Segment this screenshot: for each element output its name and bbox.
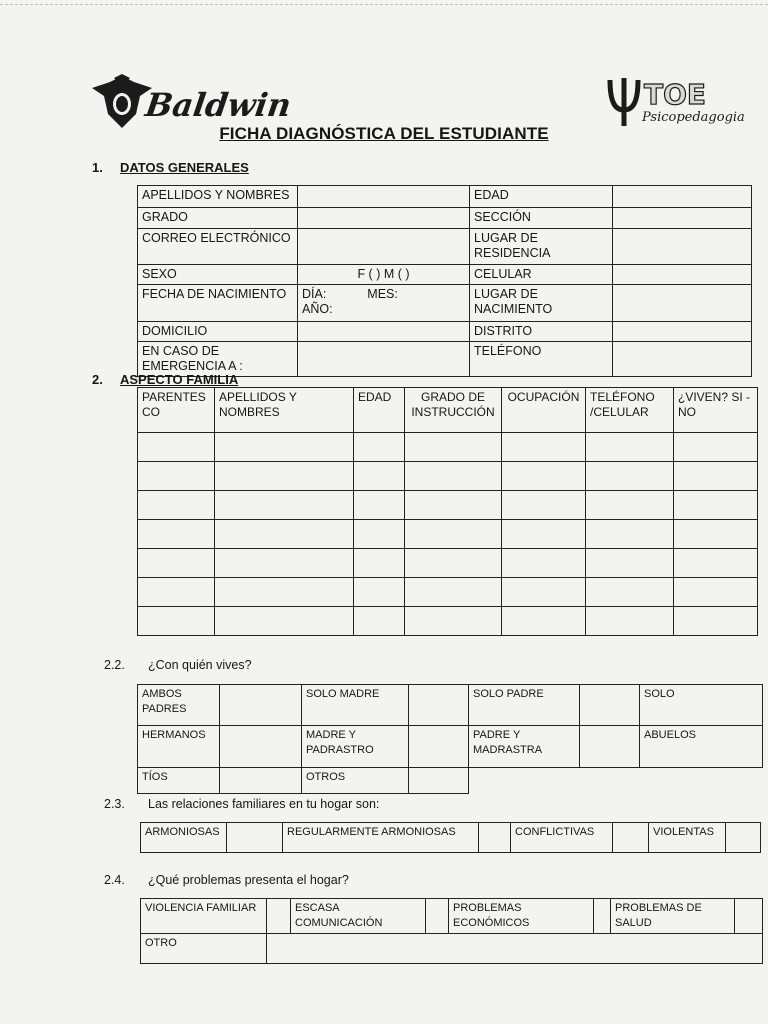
option-violencia-familiar: VIOLENCIA FAMILIAR: [141, 899, 267, 934]
section-2-heading: 2. ASPECTO FAMILIA: [92, 372, 239, 387]
svg-text:TOE: TOE: [644, 78, 707, 111]
psychopedagogy-logo: [604, 74, 745, 130]
check-conflictivas[interactable]: [613, 823, 649, 853]
fecha-mes-label: MES:: [367, 287, 398, 301]
field-lugar-nacimiento[interactable]: [613, 285, 752, 322]
field-apellidos-nombres[interactable]: [298, 186, 470, 208]
label-domicilio: DOMICILIO: [138, 322, 298, 342]
field-domicilio[interactable]: [298, 322, 470, 342]
header-apellidos-nombres: APELLIDOS Y NOMBRES: [215, 388, 354, 433]
check-tios[interactable]: [220, 768, 302, 794]
lives-with-table: [137, 684, 763, 794]
label-grado: GRADO: [138, 208, 298, 229]
label-telefono: TELÉFONO: [470, 342, 613, 377]
option-escasa-comunicacion: ESCASA COMUNICACIÓN: [291, 899, 426, 934]
label-seccion: SECCIÓN: [470, 208, 613, 229]
option-problemas-economicos: PROBLEMAS ECONÓMICOS: [449, 899, 594, 934]
label-emergencia: EN CASO DE EMERGENCIA A :: [138, 342, 298, 377]
field-telefono[interactable]: [613, 342, 752, 377]
header-telefono: TELÉFONO /CELULAR: [586, 388, 674, 433]
fecha-anio-label: AÑO:: [302, 302, 333, 316]
table-row: [138, 607, 758, 636]
option-problemas-salud: PROBLEMAS DE SALUD: [611, 899, 735, 934]
label-lugar-residencia: LUGAR DE RESIDENCIA: [470, 229, 613, 265]
option-hermanos: HERMANOS: [138, 726, 220, 768]
field-sexo[interactable]: F ( ) M ( ): [298, 265, 470, 285]
option-abuelos[interactable]: ABUELOS: [640, 726, 763, 768]
table-row: [138, 462, 758, 491]
option-padre-madrastra: PADRE Y MADRASTRA: [469, 726, 580, 768]
label-lugar-nacimiento: LUGAR DE NACIMIENTO: [470, 285, 613, 322]
question-2-3: 2.3. Las relaciones familiares en tu hogar son:: [104, 797, 380, 811]
check-solo-madre[interactable]: [409, 685, 469, 726]
field-emergencia[interactable]: [298, 342, 470, 377]
home-problems-table: [140, 898, 763, 964]
scan-edge-line: [0, 4, 768, 6]
header-edad: EDAD: [354, 388, 405, 433]
table-row: [138, 520, 758, 549]
family-table-header: [138, 388, 758, 433]
header-grado-instruccion: GRADO DE INSTRUCCIÓN: [405, 388, 502, 433]
check-armoniosas[interactable]: [227, 823, 283, 853]
label-correo: CORREO ELECTRÓNICO: [138, 229, 298, 265]
field-fecha-nacimiento[interactable]: [298, 285, 470, 322]
psi-icon: [610, 78, 638, 126]
check-problemas-salud[interactable]: [735, 899, 763, 934]
label-fecha-nacimiento: FECHA DE NACIMIENTO: [138, 285, 298, 322]
option-violentas: VIOLENTAS: [649, 823, 726, 853]
label-edad: EDAD: [470, 186, 613, 208]
option-otros: OTROS: [302, 768, 409, 794]
option-armoniosas: ARMONIOSAS: [141, 823, 227, 853]
field-correo[interactable]: [298, 229, 470, 265]
option-ambos-padres: AMBOS PADRES: [138, 685, 220, 726]
table-row: [138, 578, 758, 607]
label-apellidos-nombres: APELLIDOS Y NOMBRES: [138, 186, 298, 208]
svg-text:Baldwin: Baldwin: [142, 86, 294, 124]
option-regularmente-armoniosas: REGULARMENTE ARMONIOSAS: [283, 823, 479, 853]
field-otro[interactable]: [267, 934, 763, 964]
option-solo[interactable]: SOLO: [640, 685, 763, 726]
header-ocupacion: OCUPACIÓN: [502, 388, 586, 433]
check-padre-madrastra[interactable]: [580, 726, 640, 768]
header-parentesco: PARENTES CO: [138, 388, 215, 433]
label-distrito: DISTRITO: [470, 322, 613, 342]
question-2-2: 2.2. ¿Con quién vives?: [104, 658, 252, 672]
option-solo-padre: SOLO PADRE: [469, 685, 580, 726]
option-madre-padrastro: MADRE Y PADRASTRO: [302, 726, 409, 768]
question-2-4: 2.4. ¿Qué problemas presenta el hogar?: [104, 873, 349, 887]
check-ambos-padres[interactable]: [220, 685, 302, 726]
label-celular: CELULAR: [470, 265, 613, 285]
check-escasa-comunicacion[interactable]: [426, 899, 449, 934]
check-madre-padrastro[interactable]: [409, 726, 469, 768]
family-table: [137, 387, 758, 636]
section-1-heading: 1. DATOS GENERALES: [92, 160, 249, 175]
field-grado[interactable]: [298, 208, 470, 229]
option-tios: TÍOS: [138, 768, 220, 794]
table-row: [138, 549, 758, 578]
field-edad[interactable]: [613, 186, 752, 208]
check-regularmente-armoniosas[interactable]: [479, 823, 511, 853]
check-hermanos[interactable]: [220, 726, 302, 768]
general-data-table: [137, 185, 752, 377]
check-violentas[interactable]: [726, 823, 761, 853]
field-lugar-residencia[interactable]: [613, 229, 752, 265]
check-violencia-familiar[interactable]: [267, 899, 291, 934]
field-seccion[interactable]: [613, 208, 752, 229]
field-distrito[interactable]: [613, 322, 752, 342]
family-relations-table: [140, 822, 761, 853]
form-title: FICHA DIAGNÓSTICA DEL ESTUDIANTE: [219, 124, 549, 143]
check-problemas-economicos[interactable]: [594, 899, 611, 934]
field-celular[interactable]: [613, 265, 752, 285]
header-viven: ¿VIVEN? SI - NO: [674, 388, 758, 433]
table-row: [138, 433, 758, 462]
table-row: [138, 491, 758, 520]
check-otros[interactable]: [409, 768, 469, 794]
option-solo-madre: SOLO MADRE: [302, 685, 409, 726]
fecha-dia-label: DÍA:: [302, 287, 327, 301]
label-sexo: SEXO: [138, 265, 298, 285]
option-conflictivas: CONFLICTIVAS: [511, 823, 613, 853]
check-solo-padre[interactable]: [580, 685, 640, 726]
option-otro: OTRO: [141, 934, 267, 964]
svg-text:Psicopedagogia: Psicopedagogia: [642, 110, 745, 125]
